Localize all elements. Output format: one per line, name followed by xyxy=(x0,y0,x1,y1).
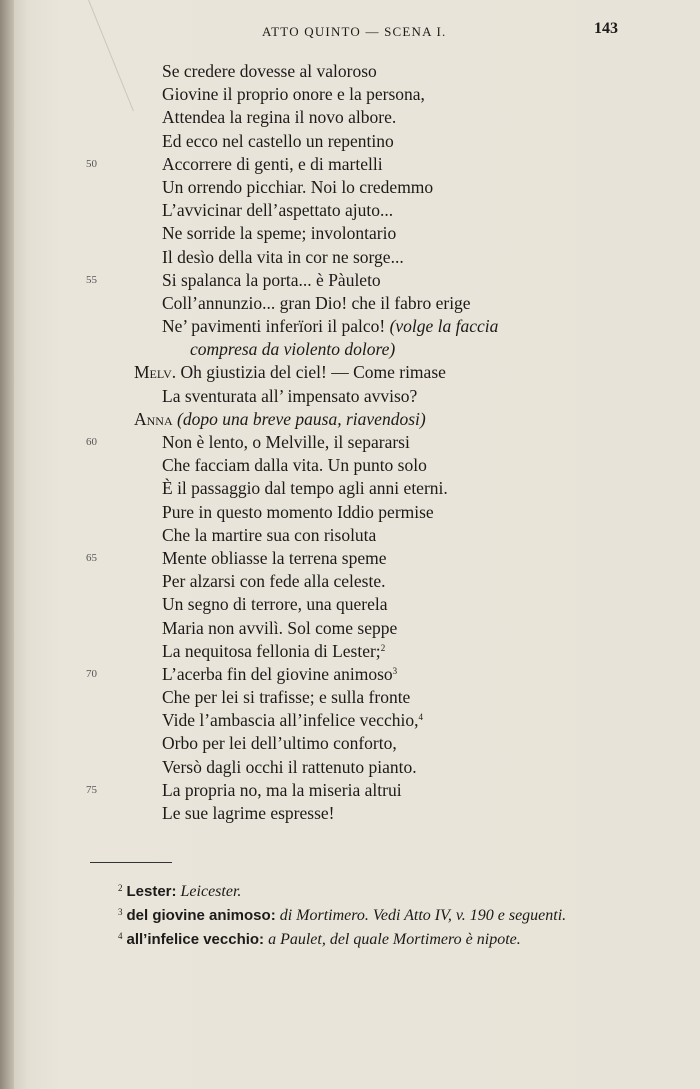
speaker-name: Melv. xyxy=(134,362,177,383)
line-number: 65 xyxy=(86,551,97,564)
verse-text: Se credere dovesse al valoroso xyxy=(162,61,377,81)
footnote-mark: 3 xyxy=(118,907,123,917)
verse-text: Che per lei si trafisse; e sulla fronte xyxy=(162,687,411,708)
verse-text: Che la martire sua con risoluta xyxy=(162,524,377,545)
footnote-divider xyxy=(90,862,172,863)
verse-line xyxy=(0,477,700,500)
verse-line xyxy=(0,60,700,83)
verse-line xyxy=(0,222,700,245)
verse-text-with-note xyxy=(162,640,385,663)
verse-text: Vide l’ambascia all’infelice vecchio, xyxy=(162,710,419,731)
verse-text: L’avvicinar dell’aspettato ajuto... xyxy=(162,200,394,221)
verse-block xyxy=(0,60,700,825)
verse-text: Ed ecco nel castello un repentino xyxy=(162,130,394,151)
line-number: 70 xyxy=(86,667,97,680)
verse-text: Versò dagli occhi il rattenuto pianto. xyxy=(162,756,417,777)
footnote-gloss: a Paulet, del quale Mortimero è nipote. xyxy=(268,931,521,948)
verse-text: La sventurata all’ impensato avviso? xyxy=(162,385,418,406)
verse-line xyxy=(0,130,700,153)
verse-text: Coll’annunzio... gran Dio! che il fabro erige xyxy=(162,292,471,313)
page-header xyxy=(0,20,700,44)
verse-line xyxy=(0,153,700,176)
verse-line xyxy=(0,593,700,616)
verse-text: Orbo per lei dell’ultimo conforto, xyxy=(162,733,397,754)
verse-text-with-note xyxy=(162,709,423,732)
verse-text: Giovine il proprio onore e la persona, xyxy=(162,84,425,105)
verse-line xyxy=(0,176,700,199)
footnote-ref: 3 xyxy=(392,665,398,676)
verse-line xyxy=(0,269,700,292)
footnote xyxy=(90,904,650,927)
verse-line xyxy=(0,431,700,454)
running-head: ATTO QUINTO — SCENA I. xyxy=(262,24,447,39)
verse-line xyxy=(0,709,700,732)
verse-text: La nequitosa fellonia di Lester; xyxy=(162,640,381,661)
footnote-mark: 2 xyxy=(118,883,123,893)
verse-line xyxy=(0,617,700,640)
verse-text-with-note xyxy=(162,663,397,686)
line-number: 75 xyxy=(86,783,97,796)
verse-line xyxy=(0,802,700,825)
verse-line xyxy=(0,408,700,431)
verse-text: Le sue lagrime espresse! xyxy=(162,803,335,823)
verse-line xyxy=(0,106,700,129)
verse-text: Un orrendo picchiar. Noi lo credemmo xyxy=(162,176,434,197)
stage-direction: (dopo una breve pausa, riavendosi) xyxy=(177,408,426,429)
verse-line xyxy=(0,292,700,315)
verse-text: Pure in questo momento Iddio permise xyxy=(162,501,434,522)
verse-text: Ne sorride la speme; involontario xyxy=(162,223,397,244)
verse-text: Che facciam dalla vita. Un punto solo xyxy=(162,455,427,476)
verse-line xyxy=(0,663,700,686)
footnotes xyxy=(90,880,650,952)
verse-text: Per alzarsi con fede alla celeste. xyxy=(162,571,386,592)
verse-line xyxy=(0,501,700,524)
verse-line xyxy=(0,361,700,384)
verse-text: È il passaggio dal tempo agli anni eterni. xyxy=(162,478,448,499)
footnote xyxy=(90,928,650,951)
verse-text: Non è lento, o Melville, il separarsi xyxy=(162,432,410,452)
verse-text: Accorrere di genti, e di martelli xyxy=(162,153,383,174)
verse-text: Mente obliasse la terrena speme xyxy=(162,547,387,568)
footnote-ref: 2 xyxy=(380,642,386,653)
verse-text: L’acerba fin del giovine animoso xyxy=(162,663,393,684)
footnote-lemma: Lester: xyxy=(126,883,177,900)
verse-line xyxy=(0,246,700,269)
footnote-ref: 4 xyxy=(418,712,423,723)
verse-text: Un segno di terrore, una querela xyxy=(162,594,388,615)
verse-text-with-stage-direction xyxy=(162,315,498,338)
verse-text: Attendea la regina il novo albore. xyxy=(162,107,397,128)
speaker-name: Anna xyxy=(134,408,173,429)
verse-line xyxy=(0,547,700,570)
verse-line xyxy=(0,756,700,779)
footnote-gloss: di Mortimero. Vedi Atto IV, v. 190 e seguenti. xyxy=(279,907,567,924)
verse-text: Il desìo della vita in cor ne sorge... xyxy=(162,246,404,267)
verse-line xyxy=(0,454,700,477)
line-number: 60 xyxy=(86,436,97,448)
verse-text: Si spalanca la porta... è Pàuleto xyxy=(162,269,381,290)
speaker-line xyxy=(134,408,426,431)
speaker-line xyxy=(134,361,446,384)
verse-line xyxy=(0,338,700,361)
footnote xyxy=(90,880,650,903)
verse-line xyxy=(0,779,700,802)
footnote-gloss: Leicester. xyxy=(180,883,242,900)
verse-text: Ne’ pavimenti inferïori il palco! xyxy=(162,316,386,337)
footnote-lemma: del giovine animoso: xyxy=(126,907,276,924)
footnote-mark: 4 xyxy=(118,931,123,941)
page-number: 143 xyxy=(594,20,618,37)
verse-line xyxy=(0,199,700,222)
verse-text: La propria no, ma la miseria altrui xyxy=(162,779,402,800)
line-number: 55 xyxy=(86,273,97,286)
verse-line xyxy=(0,524,700,547)
verse-line xyxy=(0,385,700,408)
verse-line xyxy=(0,315,700,338)
verse-line xyxy=(0,640,700,663)
footnote-lemma: all’infelice vecchio: xyxy=(126,931,265,948)
verse-text: Maria non avvilì. Sol come seppe xyxy=(162,617,398,638)
stage-direction-continued: compresa da violento dolore) xyxy=(190,339,396,360)
verse-text: Oh giustizia del ciel! — Come rimase xyxy=(180,362,446,383)
verse-line xyxy=(0,83,700,106)
stage-direction: (volge la faccia xyxy=(389,316,499,337)
line-number: 50 xyxy=(86,157,97,170)
verse-line xyxy=(0,732,700,755)
verse-line xyxy=(0,570,700,593)
verse-line xyxy=(0,686,700,709)
